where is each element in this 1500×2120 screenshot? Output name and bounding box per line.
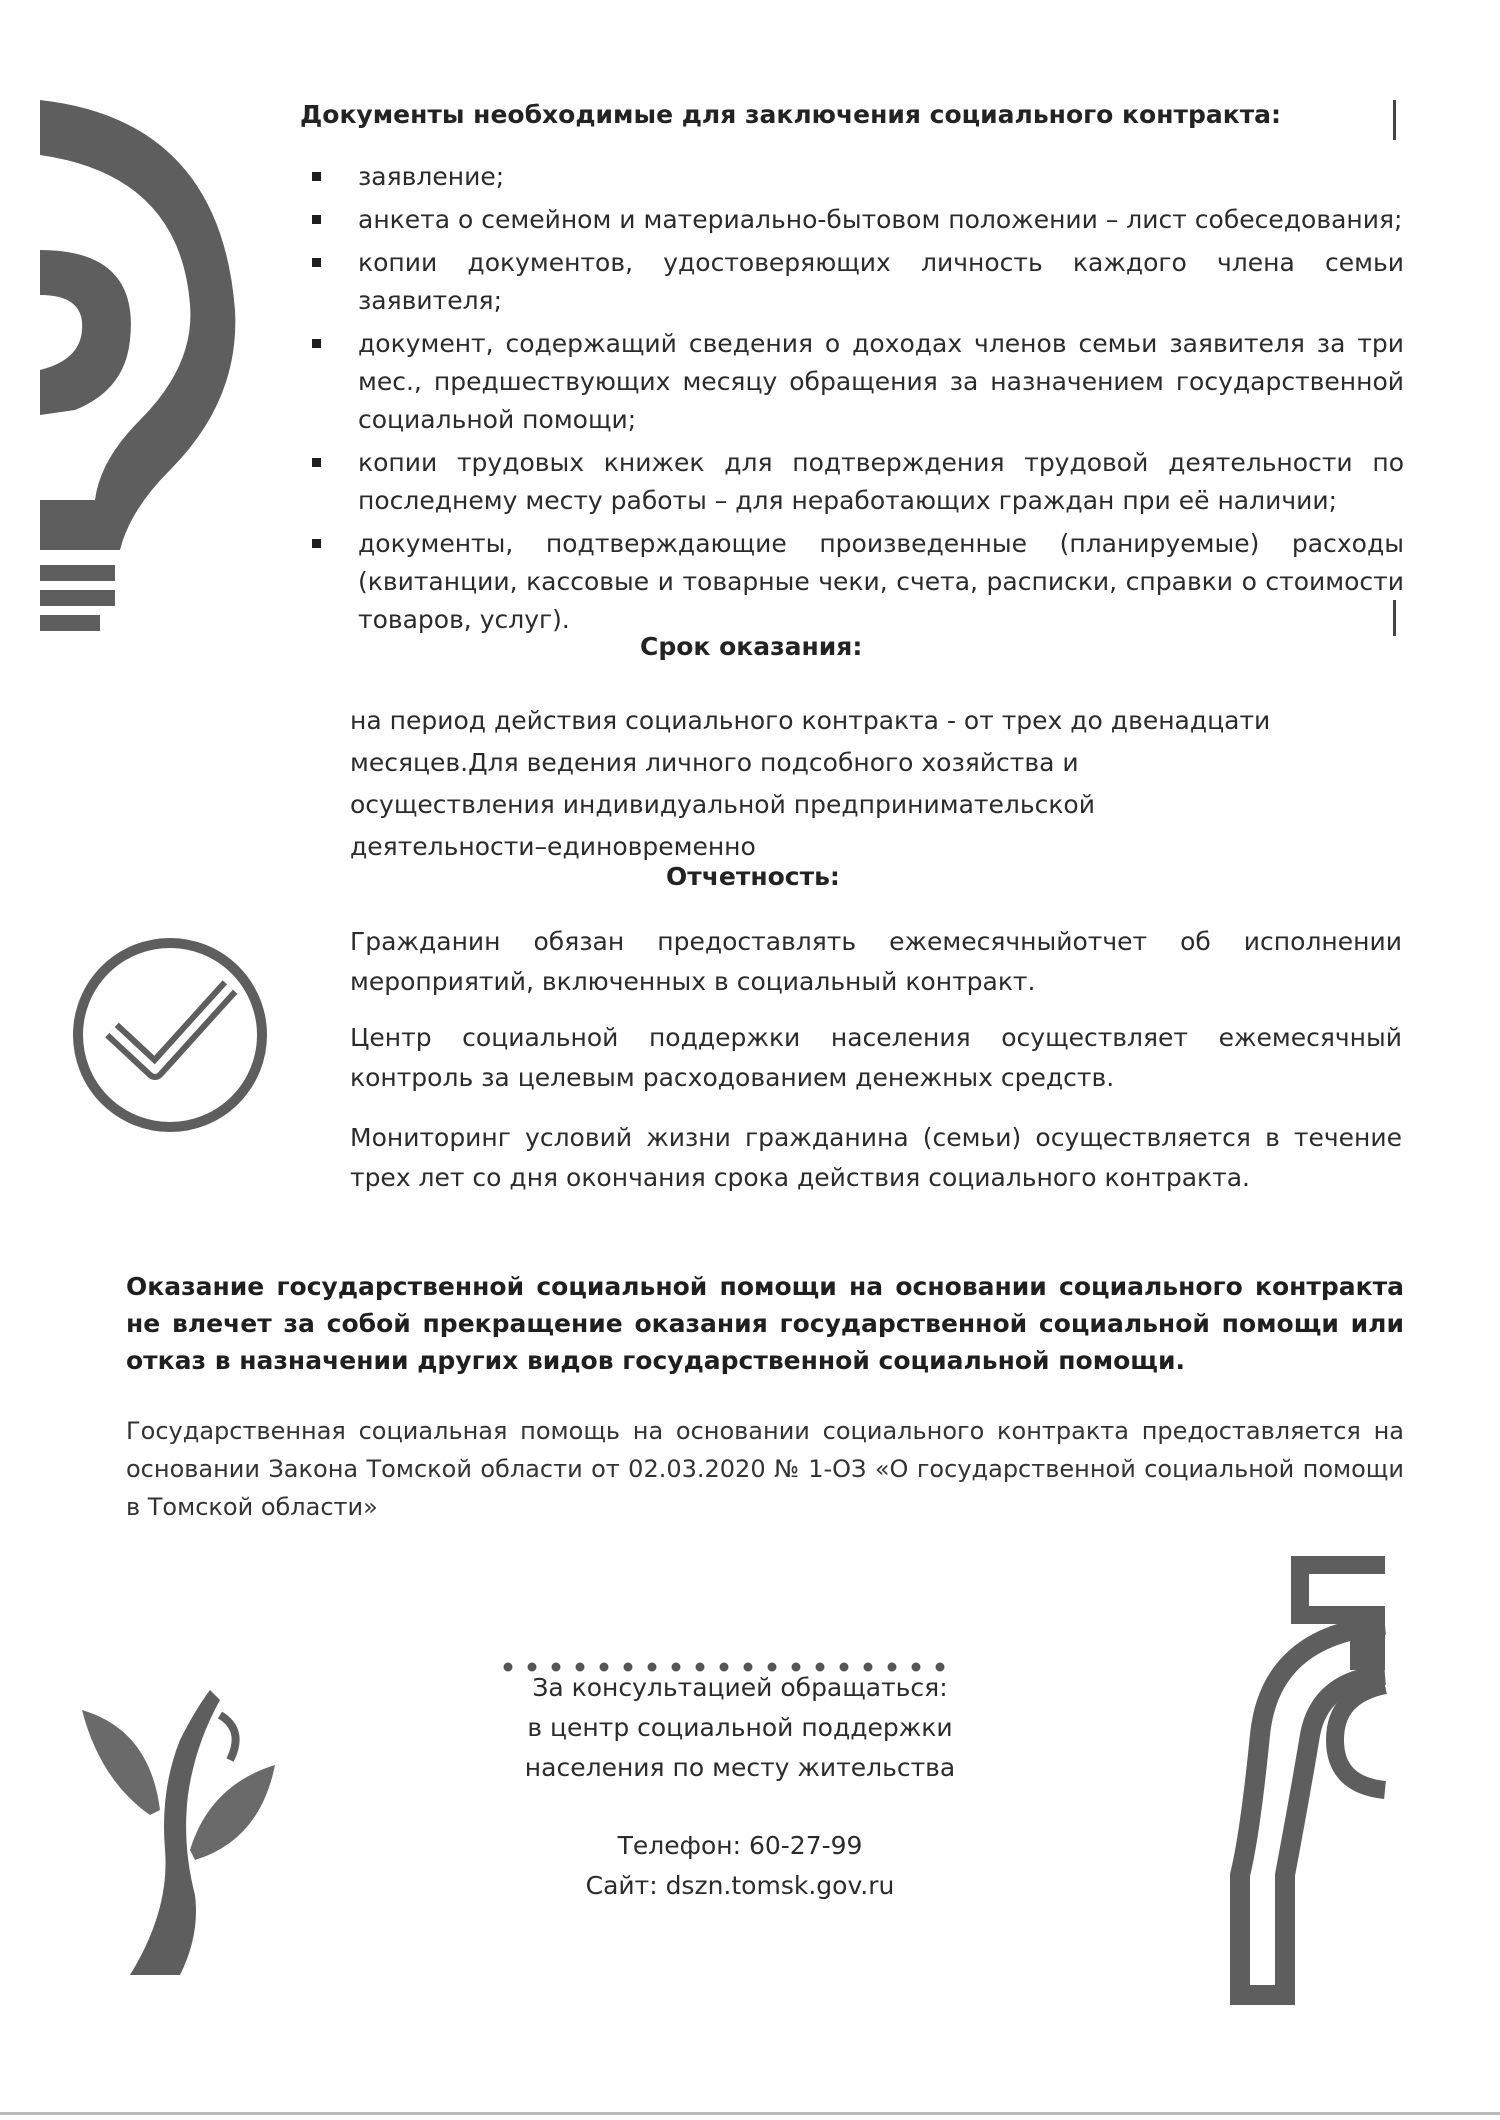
contact-details bbox=[460, 1826, 1020, 1906]
sprout-icon bbox=[70, 1670, 290, 1980]
lightbulb-icon bbox=[20, 80, 260, 640]
list-item: копии документов, удостоверяющих личность каждого члена семьи заявителя; bbox=[312, 244, 1404, 320]
contact-line-3: населения по месту жительства bbox=[524, 1753, 956, 1782]
documents-list bbox=[312, 158, 1404, 644]
contact-line-1: За консультацией обращаться: bbox=[532, 1673, 948, 1702]
list-item: анкета о семейном и материально-бытовом положении – лист собеседования; bbox=[312, 201, 1404, 239]
lightbulb-outline-icon bbox=[1220, 1555, 1390, 2005]
reporting-title: Отчетность: bbox=[666, 862, 840, 891]
reporting-paragraph-2: Центр социальной поддержки населения осуществляет ежемесячный контроль за целевым расходованием денежных средств. bbox=[350, 1023, 1402, 1092]
reporting-paragraph-3: Мониторинг условий жизни гражданина (семьи) осуществляется в течение трех лет со дня окончания срока действия социального контракта. bbox=[350, 1123, 1402, 1192]
list-item: документы, подтверждающие произведенные (планируемые) расходы (квитанции, кассовые и товарные чеки, счета, расписки, справки о стоимости товаров, услуг). bbox=[312, 525, 1404, 639]
contact-phone: Телефон: 60-27-99 bbox=[617, 1831, 863, 1860]
notice-bold: Оказание государственной социальной помощи на основании социального контракта не влечет за собой прекращение оказания государственной социальной помощи или отказ в назначении других видов государственной социальной помощи. bbox=[126, 1272, 1404, 1375]
law-paragraph: Государственная социальная помощь на основании социального контракта предоставляется на основании Закона Томской области от 02.03.2020 № 1-ОЗ «О государственной социальной помощи в Томской области» bbox=[126, 1417, 1404, 1521]
list-item: копии трудовых книжек для подтверждения трудовой деятельности по последнему месту работы – для неработающих граждан при её наличии; bbox=[312, 444, 1404, 520]
list-item: заявление; bbox=[312, 158, 1404, 196]
contact-line-2: в центр социальной поддержки bbox=[527, 1713, 953, 1742]
contact-site: Сайт: dszn.tomsk.gov.ru bbox=[585, 1871, 895, 1900]
term-title: Срок оказания: bbox=[640, 632, 863, 661]
list-item: документ, содержащий сведения о доходах членов семьи заявителя за три мес., предшествующих месяцу обращения за назначением государственной социальной помощи; bbox=[312, 325, 1404, 439]
reporting-paragraph-1: Гражданин обязан предоставлять ежемесячныйотчет об исполнении мероприятий, включенных в социальный контракт. bbox=[350, 927, 1402, 996]
scan-mark bbox=[0, 2112, 1500, 2115]
checkmark-circle-icon bbox=[70, 935, 270, 1135]
term-text: на период действия социального контракта - от трех до двенадцати месяцев.Для ведения личного подсобного хозяйства и осуществления индивидуальной предпринимательской деятельности–единовременно bbox=[350, 706, 1271, 861]
scan-mark bbox=[1393, 100, 1396, 140]
documents-title: Документы необходимые для заключения социального контракта: bbox=[300, 100, 1282, 129]
contact-block bbox=[460, 1668, 1020, 1788]
